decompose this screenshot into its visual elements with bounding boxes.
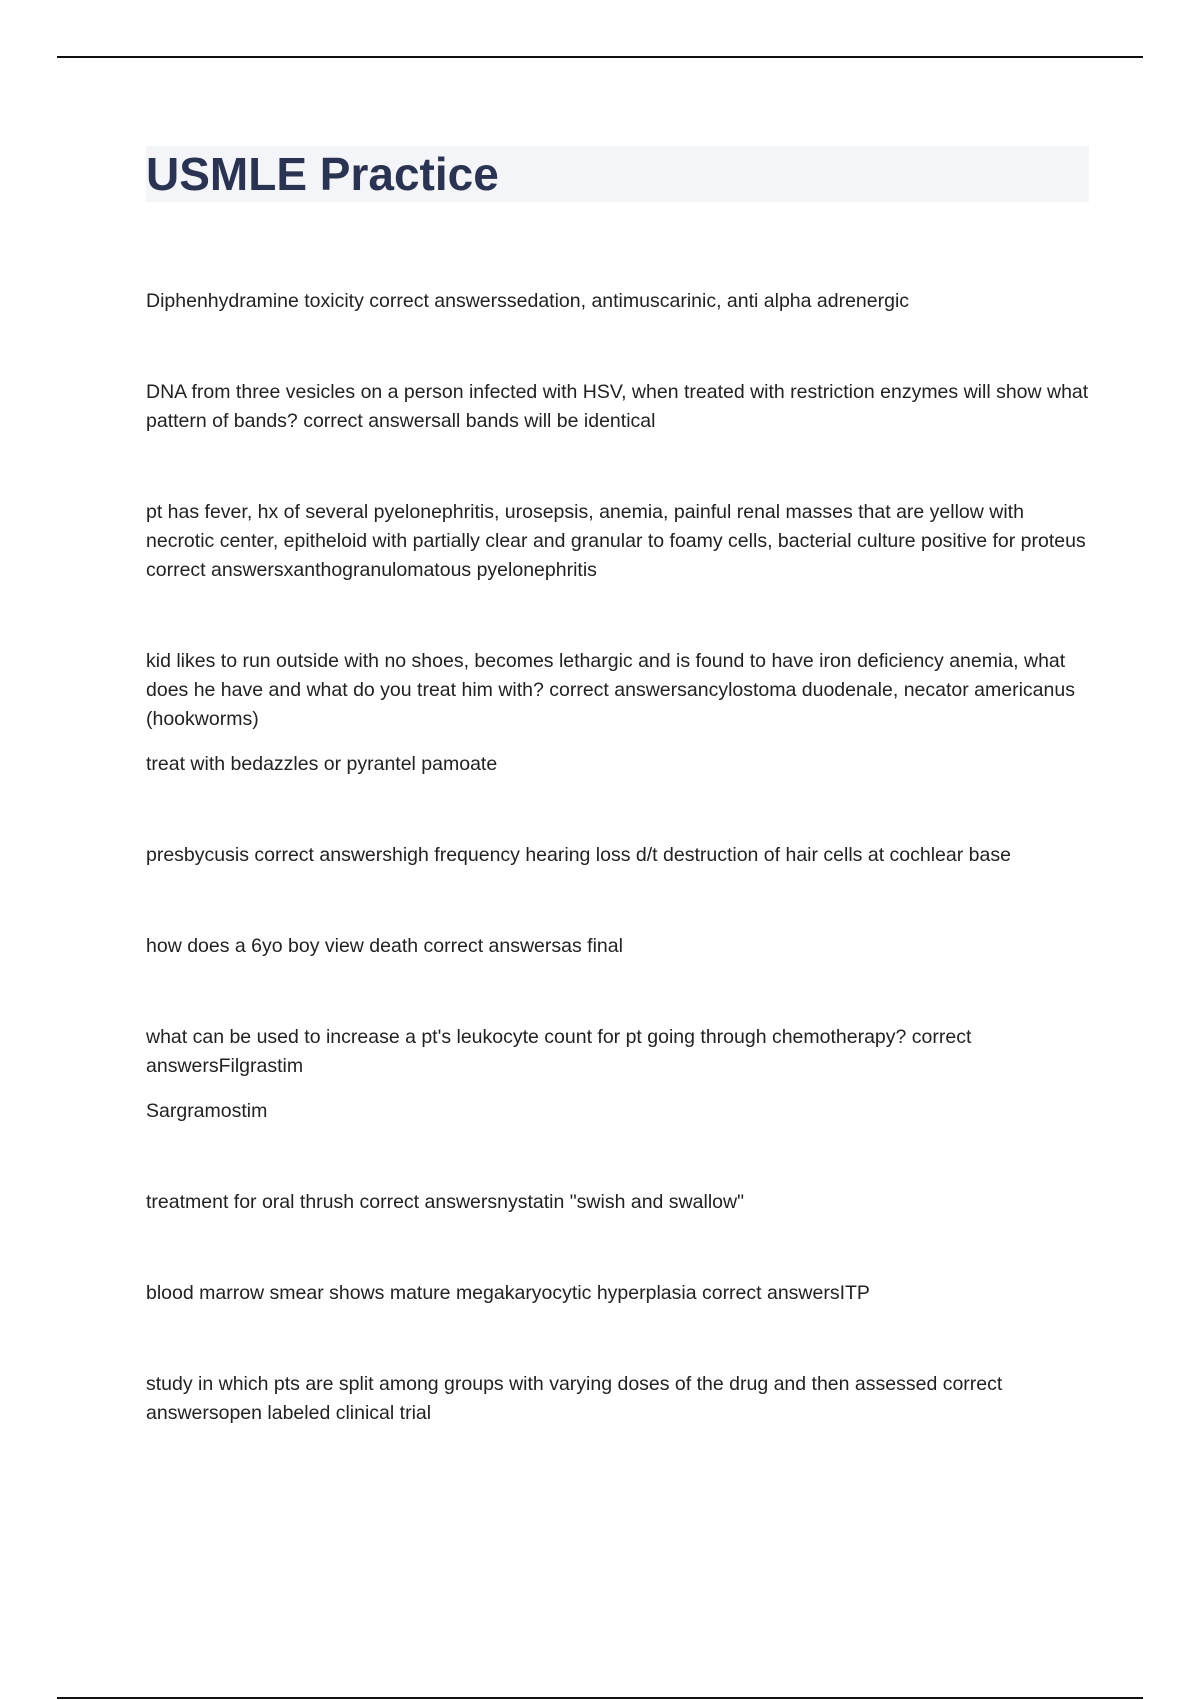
qa-item: [146, 287, 1096, 316]
qa-item: [146, 1279, 1096, 1308]
qa-text: what can be used to increase a pt's leukocyte count for pt going through chemotherapy? correct answersFilgrastim: [146, 1026, 972, 1077]
qa-text: Diphenhydramine toxicity correct answerssedation, antimuscarinic, anti alpha adrenergic: [146, 290, 910, 312]
qa-item: [146, 498, 1096, 585]
title-block: [146, 146, 1089, 202]
page-title: USMLE Practice: [146, 148, 499, 200]
qa-text-continued: treat with bedazzles or pyrantel pamoate: [146, 753, 498, 775]
qa-text-continued: Sargramostim: [146, 1100, 268, 1122]
qa-text: blood marrow smear shows mature megakaryocytic hyperplasia correct answersITP: [146, 1282, 870, 1304]
qa-text: kid likes to run outside with no shoes, becomes lethargic and is found to have iron deficiency anemia, what does he have and what do you treat him with? correct answersancylostoma duodenale, necator americanus (hookworms): [146, 650, 1075, 730]
qa-text: presbycusis correct answershigh frequency hearing loss d/t destruction of hair cells at cochlear base: [146, 844, 1011, 866]
qa-item: [146, 1023, 1096, 1126]
qa-list: [146, 287, 1096, 1490]
bottom-rule: [57, 1697, 1143, 1699]
qa-text: DNA from three vesicles on a person infected with HSV, when treated with restriction enzymes will show what pattern of bands? correct answersall bands will be identical: [146, 381, 1089, 432]
qa-item: [146, 841, 1096, 870]
qa-text: how does a 6yo boy view death correct answersas final: [146, 935, 623, 957]
qa-text: study in which pts are split among groups with varying doses of the drug and then assessed correct answersopen labeled clinical trial: [146, 1373, 1003, 1424]
qa-text: treatment for oral thrush correct answersnystatin "swish and swallow": [146, 1191, 744, 1213]
qa-item: [146, 1370, 1096, 1428]
qa-item: [146, 378, 1096, 436]
qa-item: [146, 932, 1096, 961]
top-rule: [57, 56, 1143, 58]
qa-item: [146, 647, 1096, 779]
qa-text: pt has fever, hx of several pyelonephritis, urosepsis, anemia, painful renal masses that are yellow with necrotic center, epitheloid with partially clear and granular to foamy cells, bacterial culture positive for proteus correct answersxanthogranulomatous pyelonephritis: [146, 501, 1086, 581]
qa-item: [146, 1188, 1096, 1217]
